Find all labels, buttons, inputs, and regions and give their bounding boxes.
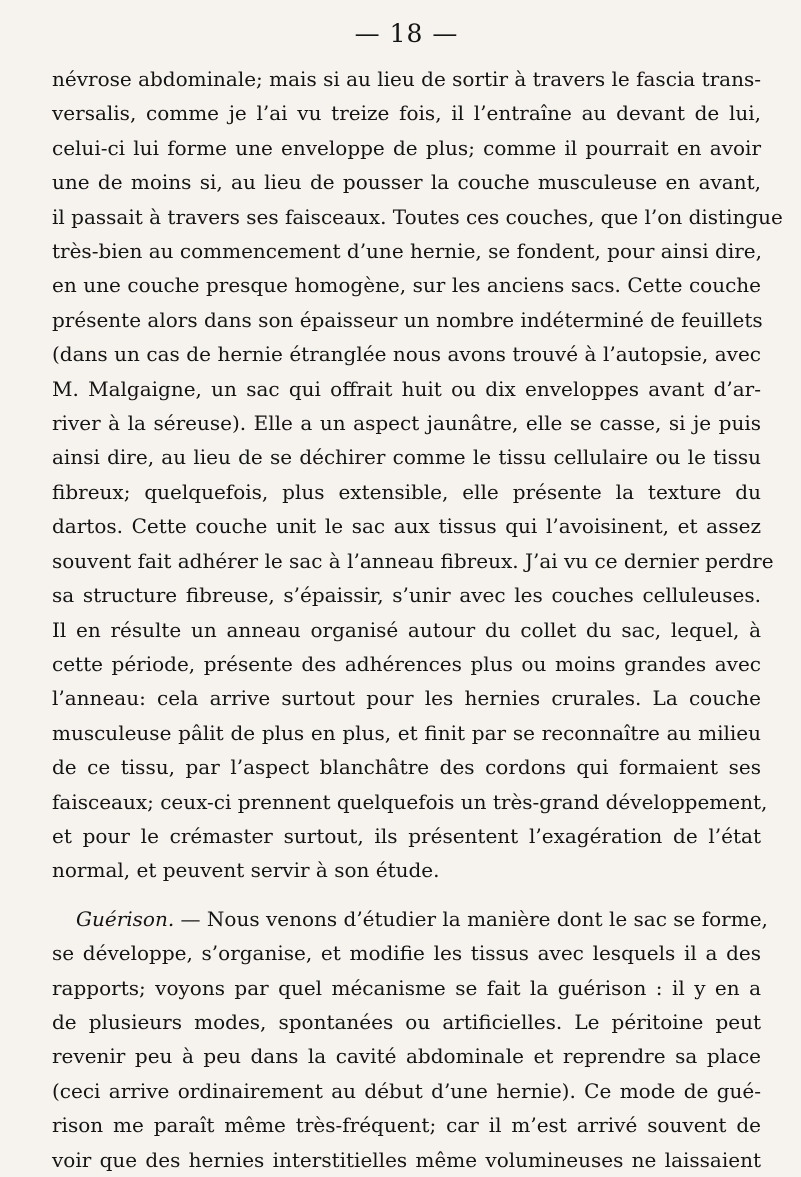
- text-line: rapports; voyons par quel mécanisme se fait la guérison : il y en a: [52, 975, 761, 1000]
- text-line: voir que des hernies interstitielles même volumineuses ne laissaient: [52, 1147, 761, 1172]
- text-line: (ceci arrive ordinairement au début d’une hernie). Ce mode de gué-: [52, 1078, 761, 1103]
- text-line: il passait à travers ses faisceaux. Toutes ces couches, que l’on distingue: [52, 204, 783, 229]
- text-line: faisceaux; ceux-ci prennent quelquefois un très-grand développement,: [52, 789, 768, 814]
- text-line: normal, et peuvent servir à son étude.: [52, 858, 440, 883]
- text-line-tail: — Nous venons d’étudier la manière dont le sac se forme,: [174, 906, 768, 931]
- text-line: ainsi dire, au lieu de se déchirer comme le tissu cellulaire ou le tissu: [52, 445, 761, 470]
- text-line: de ce tissu, par l’aspect blanchâtre des cordons qui formaient ses: [52, 755, 761, 780]
- text-line: river à la séreuse). Elle a un aspect jaunâtre, elle se casse, si je puis: [52, 411, 761, 436]
- text-line: musculeuse pâlit de plus en plus, et finit par se reconnaître au milieu: [52, 720, 761, 745]
- text-line: névrose abdominale; mais si au lieu de sortir à travers le fascia trans-: [52, 67, 761, 91]
- text-line: cette période, présente des adhérences plus ou moins grandes avec: [52, 651, 761, 676]
- text-line: versalis, comme je l’ai vu treize fois, il l’entraîne au devant de lui,: [52, 101, 761, 126]
- text-line: (dans un cas de hernie étranglée nous avons trouvé à l’autopsie, avec: [52, 342, 761, 367]
- page-number: — 18 —: [354, 19, 459, 48]
- text-line: M. Malgaigne, un sac qui offrait huit ou dix enveloppes avant d’ar-: [52, 376, 761, 401]
- text-line: se développe, s’organise, et modifie les tissus avec lesquels il a des: [52, 941, 761, 966]
- text-line: rison me paraît même très-fréquent; car il m’est arrivé souvent de: [52, 1113, 761, 1138]
- paragraph-2: [52, 902, 768, 1177]
- text-line: Il en résulte un anneau organisé autour du collet du sac, lequel, à: [52, 617, 761, 642]
- text-line: l’anneau: cela arrive surtout pour les hernies crurales. La couche: [52, 686, 761, 711]
- text-line: sa structure fibreuse, s’épaissir, s’unir avec les couches celluleuses.: [52, 583, 761, 608]
- text-line: et pour le crémaster surtout, ils présentent l’exagération de l’état: [52, 823, 761, 848]
- paragraph-1: [52, 62, 783, 888]
- text-line: en une couche presque homogène, sur les anciens sacs. Cette couche: [52, 273, 761, 298]
- text-line: dartos. Cette couche unit le sac aux tissus qui l’avoisinent, et assez: [52, 514, 761, 539]
- text-line: souvent fait adhérer le sac à l’anneau fibreux. J’ai vu ce dernier perdre: [52, 548, 774, 573]
- text-line: [52, 902, 768, 936]
- text-line: très-bien au commencement d’une hernie, se fondent, pour ainsi dire,: [52, 239, 762, 264]
- text-line: revenir peu à peu dans la cavité abdominale et reprendre sa place: [52, 1044, 761, 1069]
- section-heading-guerison: Guérison.: [76, 906, 175, 931]
- text-line: celui-ci lui forme une enveloppe de plus; comme il pourrait en avoir: [52, 135, 761, 160]
- text-line: une de moins si, au lieu de pousser la couche musculeuse en avant,: [52, 170, 761, 195]
- text-line: de plusieurs modes, spontanées ou artificielles. Le péritoine peut: [52, 1009, 761, 1034]
- text-line: fibreux; quelquefois, plus extensible, elle présente la texture du: [52, 479, 761, 504]
- text-line: présente alors dans son épaisseur un nombre indéterminé de feuillets: [52, 307, 763, 332]
